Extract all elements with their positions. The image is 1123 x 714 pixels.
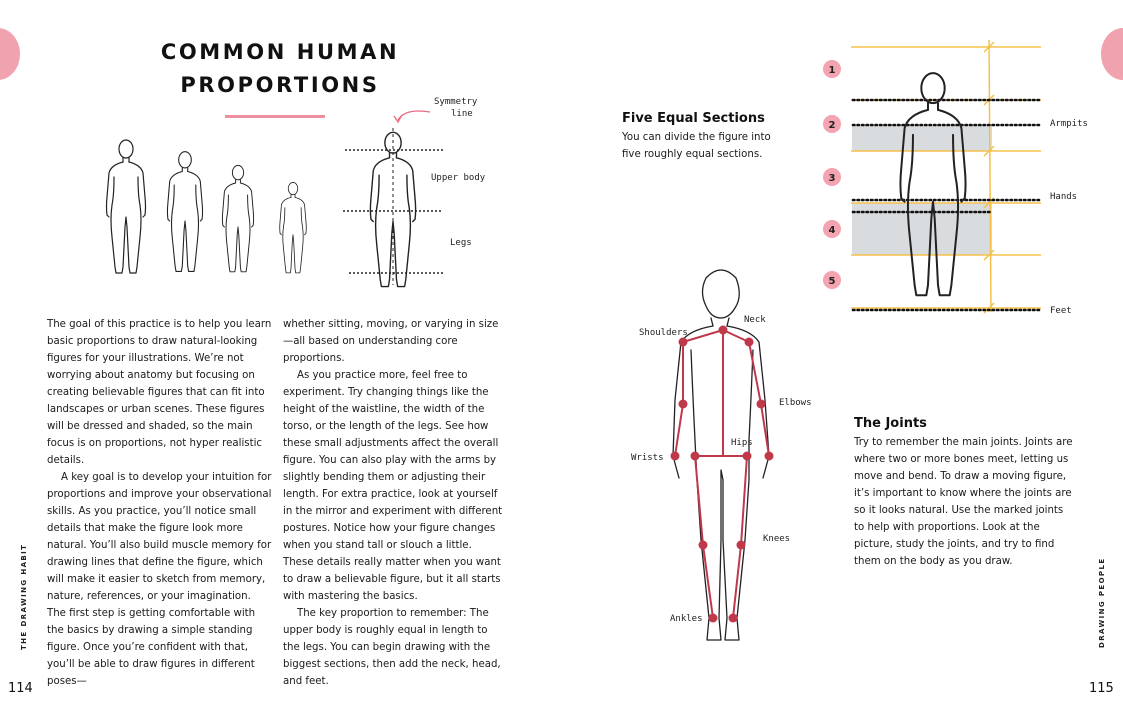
symmetry-label-2: line bbox=[451, 109, 473, 119]
left-page bbox=[0, 0, 561, 714]
section-number-1 bbox=[823, 60, 841, 78]
title-line-2: PROPORTIONS bbox=[180, 73, 380, 97]
section-number-4 bbox=[823, 220, 841, 238]
svg-text:1: 1 bbox=[828, 65, 836, 76]
svg-text:5: 5 bbox=[828, 276, 836, 287]
hands-label: Hands bbox=[1050, 192, 1078, 202]
feet-label: Feet bbox=[1050, 306, 1072, 316]
book-title-vertical: THE DRAWING HABIT bbox=[20, 543, 28, 650]
symmetry-label-1: Symmetry bbox=[434, 97, 478, 107]
elbows-label: Elbows bbox=[779, 398, 812, 408]
svg-text:2: 2 bbox=[828, 120, 836, 131]
paragraph: As you practice more, feel free to experiment. Try changing things like the height of the waistline, the width of the torso, or the length of the legs. See how these small adjustments affect the overall figure. You can also play with the arms by slightly bending them or adjusting their length. For extra practice, look at yourself in the mirror and experiment with different postures. Notice how your figure changes when you stand tall or slouch a little. These details really matter when you want to draw a believable figure, but it all starts with mastering the basics. bbox=[283, 370, 503, 602]
paragraph: The goal of this practice is to help you learn basic proportions to draw natural-looking figures for your illustrations. We’re not worrying about anatomy but focusing on creating believable figures that can fit into landscapes or urban scenes. These figures will be dressed and shaded, so the main focus is on proportions, not hyper realistic details. bbox=[47, 319, 272, 466]
paragraph: The key proportion to remember: The upper body is roughly equal in length to the legs. You can begin drawing with the biggest sections, then add the neck, head, and feet. bbox=[283, 608, 501, 687]
page-number: 115 bbox=[1089, 681, 1114, 696]
paragraph: whether sitting, moving, or varying in size—all based on understanding core proportions. bbox=[283, 319, 499, 364]
section-number-5 bbox=[823, 271, 841, 289]
five-sections-text: You can divide the figure into five roughly equal sections. bbox=[622, 132, 771, 160]
page-number: 114 bbox=[8, 681, 33, 696]
joints-heading: The Joints bbox=[854, 416, 927, 431]
ankles-label: Ankles bbox=[670, 614, 703, 624]
right-page bbox=[561, 0, 1123, 714]
hips-label: Hips bbox=[731, 438, 753, 448]
section-number-3 bbox=[823, 168, 841, 186]
five-sections-illustration bbox=[561, 0, 1123, 714]
joints-text: Try to remember the main joints. Joints are where two or more bones meet, letting us move and bend. To draw a moving figure, it’s important to know where the joints are so it looks natural. Use the marked joints to help with proportions. Look at the picture, study the joints, and try to find them on the body as you draw. bbox=[854, 437, 1073, 567]
paragraph: A key goal is to develop your intuition for proportions and improve your observational skills. As you practice, you’ll notice small details that make the figure look more natural. You’ll also build muscle memory for drawing lines that define the figure, which will make it easier to sketch from memory, nature, references, or your imagination. The first step is getting comfortable with the basics by drawing a simple standing figure. Once you’re confident with that, you’ll be able to draw figures in different poses— bbox=[47, 472, 272, 687]
upper-body-label: Upper body bbox=[431, 173, 486, 183]
knees-label: Knees bbox=[763, 534, 791, 544]
body-column-2 bbox=[283, 316, 505, 690]
chapter-title-vertical: DRAWING PEOPLE bbox=[1098, 557, 1106, 648]
legs-label: Legs bbox=[450, 238, 472, 248]
five-sections-heading: Five Equal Sections bbox=[622, 111, 765, 126]
svg-text:4: 4 bbox=[828, 225, 836, 236]
svg-text:3: 3 bbox=[828, 173, 836, 184]
armpits-label: Armpits bbox=[1050, 119, 1088, 129]
body-column-1 bbox=[47, 316, 272, 690]
wrists-label: Wrists bbox=[631, 453, 664, 463]
neck-label: Neck bbox=[744, 315, 766, 325]
armpit-band bbox=[852, 125, 992, 151]
section-number-2 bbox=[823, 115, 841, 133]
title-line-1: COMMON HUMAN bbox=[160, 40, 400, 64]
shoulders-label: Shoulders bbox=[639, 328, 688, 338]
